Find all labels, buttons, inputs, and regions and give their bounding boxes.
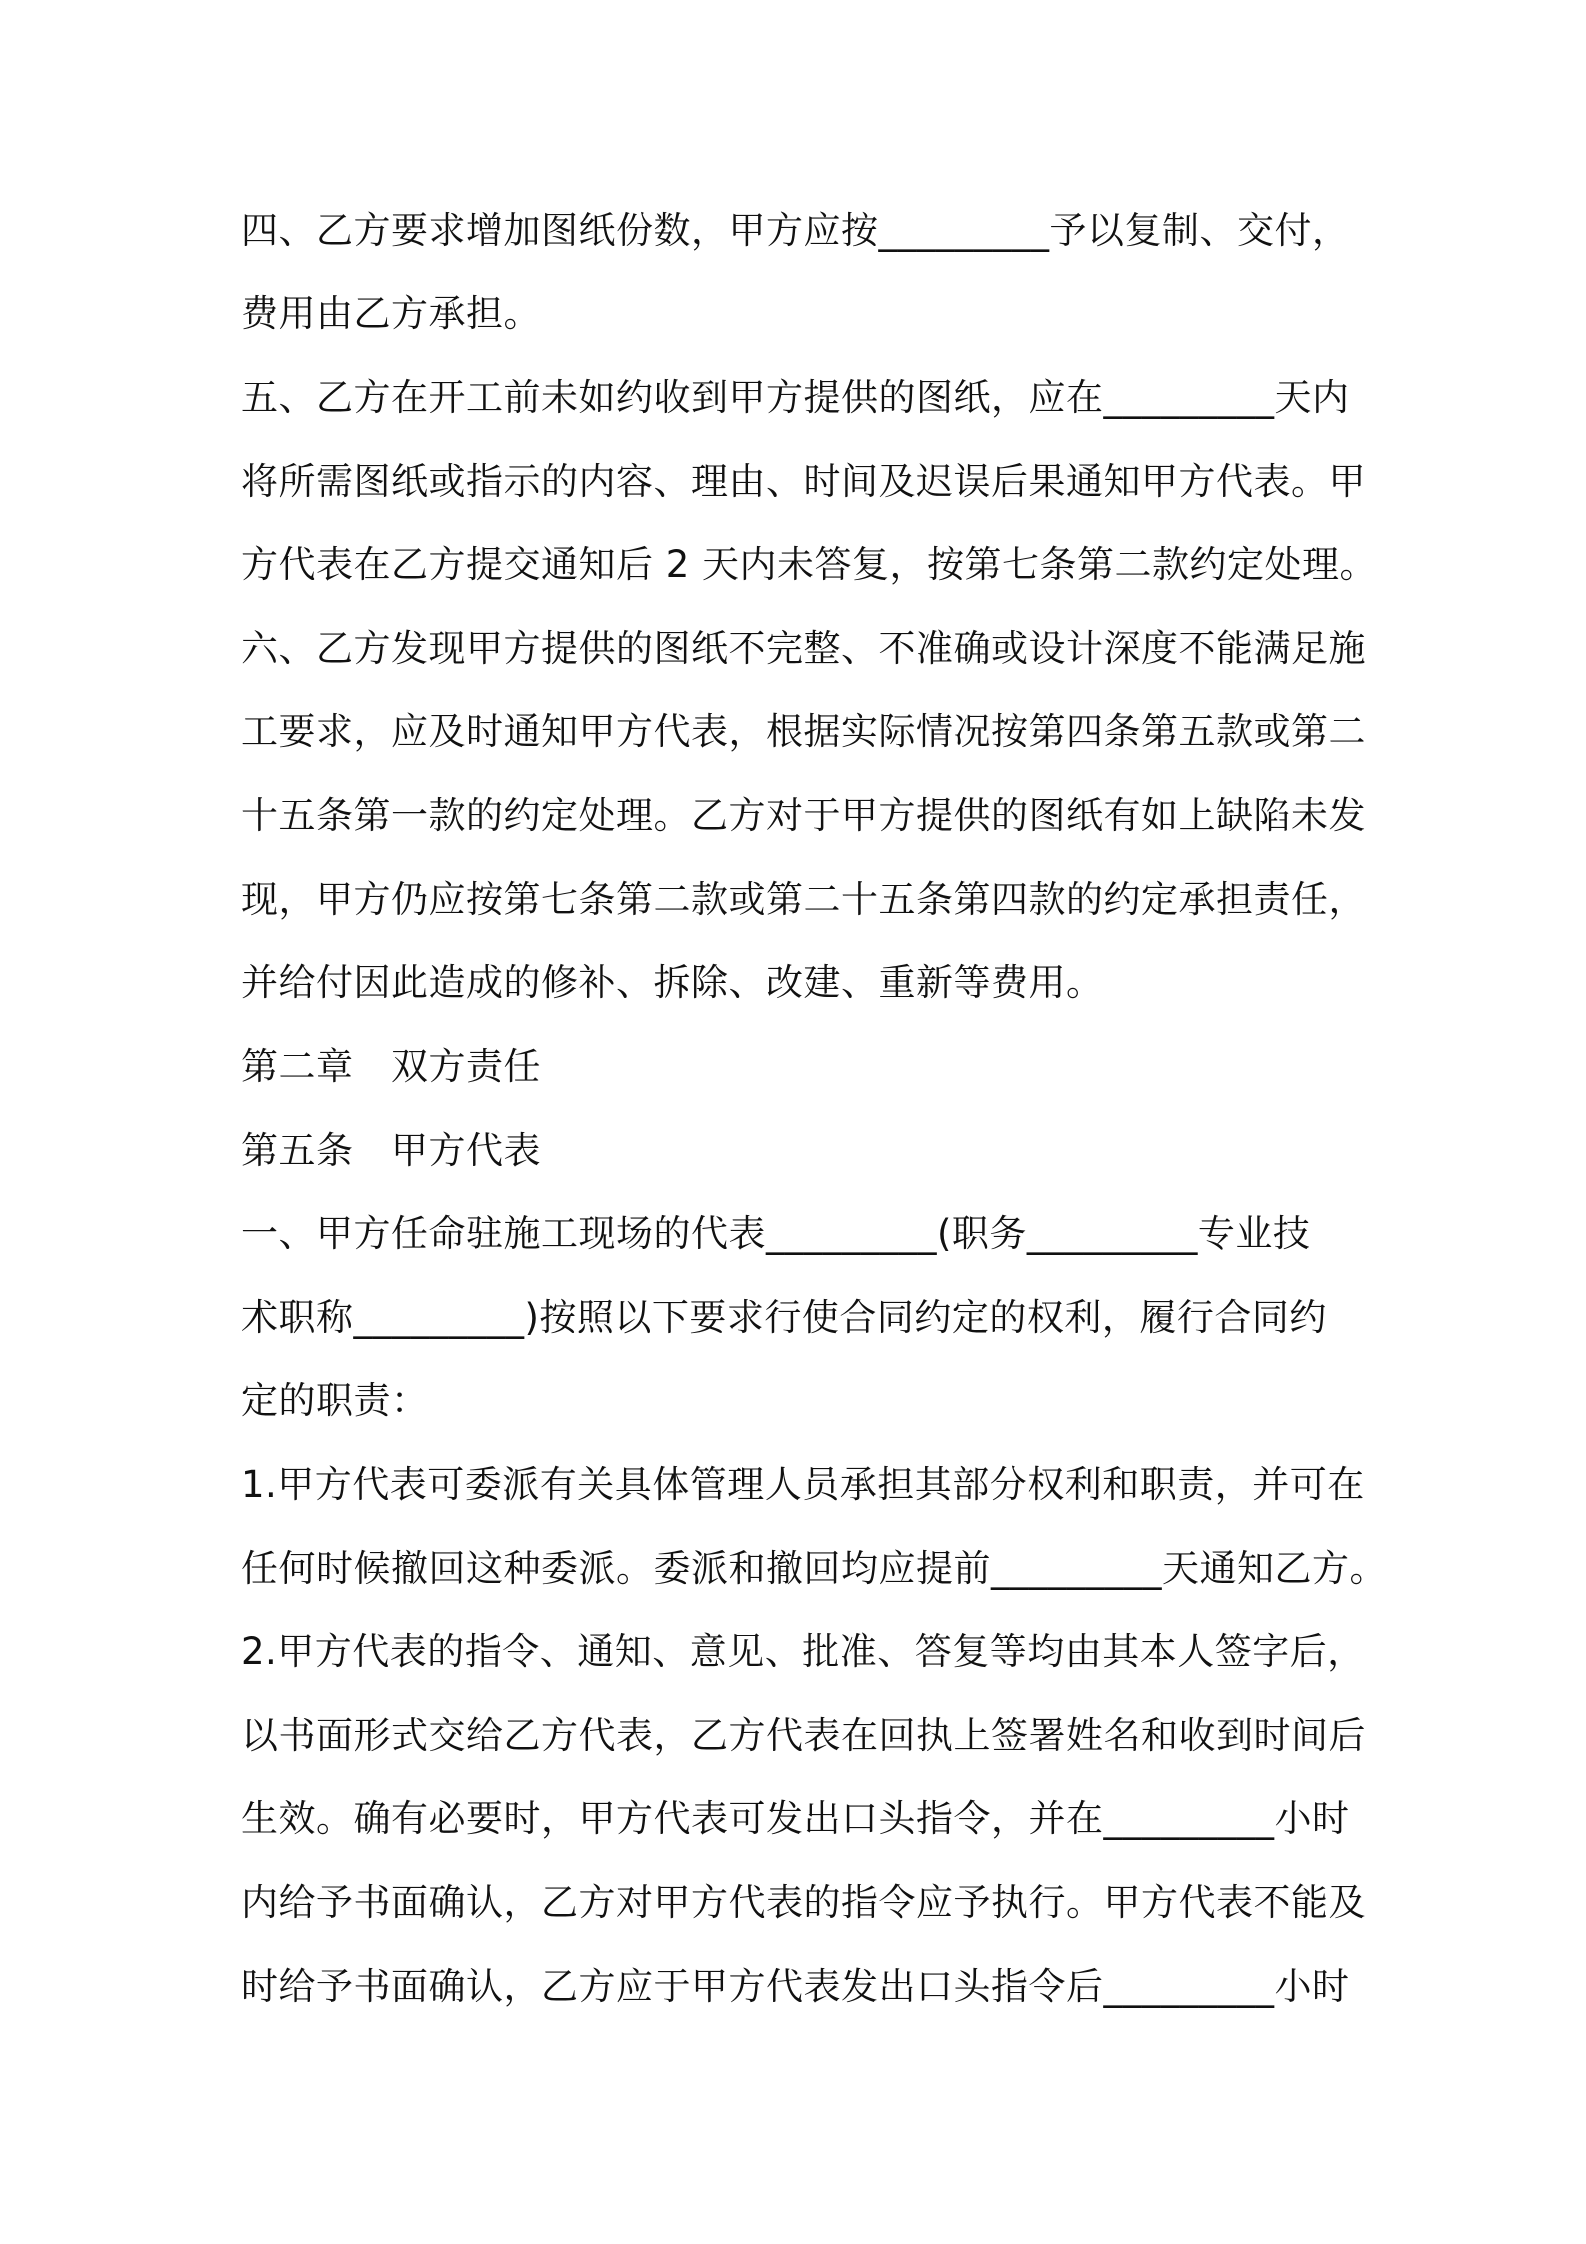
text-line: 方代表在乙方提交通知后 2 天内未答复，按第七条第二款约定处理。 (241, 543, 1378, 586)
text-line: 现，甲方仍应按第七条第二款或第二十五条第四款的约定承担责任， (241, 878, 1366, 921)
text-line: 内给予书面确认，乙方对甲方代表的指令应予执行。甲方代表不能及 (241, 1881, 1366, 1924)
chapter-heading: 第二章 双方责任 (241, 1045, 541, 1088)
text-line: 四、乙方要求增加图纸份数，甲方应按_________予以复制、交付， (241, 209, 1350, 252)
text-line: 时给予书面确认，乙方应于甲方代表发出口头指令后_________小时 (241, 1965, 1350, 2008)
text-line: 费用由乙方承担。 (241, 292, 541, 335)
text-line: 术职称_________)按照以下要求行使合同约定的权利，履行合同约 (241, 1296, 1327, 1339)
text-line: 并给付因此造成的修补、拆除、改建、重新等费用。 (241, 961, 1104, 1004)
text-line: 2.甲方代表的指令、通知、意见、批准、答复等均由其本人签字后， (241, 1630, 1365, 1673)
text-line: 五、乙方在开工前未如约收到甲方提供的图纸，应在_________天内 (241, 376, 1350, 419)
text-line: 一、甲方任命驻施工现场的代表_________(职务_________专业技 (241, 1212, 1311, 1255)
article-heading: 第五条 甲方代表 (241, 1129, 541, 1172)
text-line: 定的职责： (241, 1379, 429, 1422)
text-line: 十五条第一款的约定处理。乙方对于甲方提供的图纸有如上缺陷未发 (241, 794, 1366, 837)
text-line: 任何时候撤回这种委派。委派和撤回均应提前_________天通知乙方。 (241, 1547, 1387, 1590)
text-line: 1.甲方代表可委派有关具体管理人员承担其部分权利和职责，并可在 (241, 1463, 1365, 1506)
text-line: 六、乙方发现甲方提供的图纸不完整、不准确或设计深度不能满足施 (241, 627, 1366, 670)
text-line: 工要求，应及时通知甲方代表，根据实际情况按第四条第五款或第二 (241, 710, 1366, 753)
text-line: 生效。确有必要时，甲方代表可发出口头指令，并在_________小时 (241, 1797, 1350, 1840)
text-line: 以书面形式交给乙方代表，乙方代表在回执上签署姓名和收到时间后 (241, 1714, 1366, 1757)
text-line: 将所需图纸或指示的内容、理由、时间及迟误后果通知甲方代表。甲 (241, 460, 1366, 503)
